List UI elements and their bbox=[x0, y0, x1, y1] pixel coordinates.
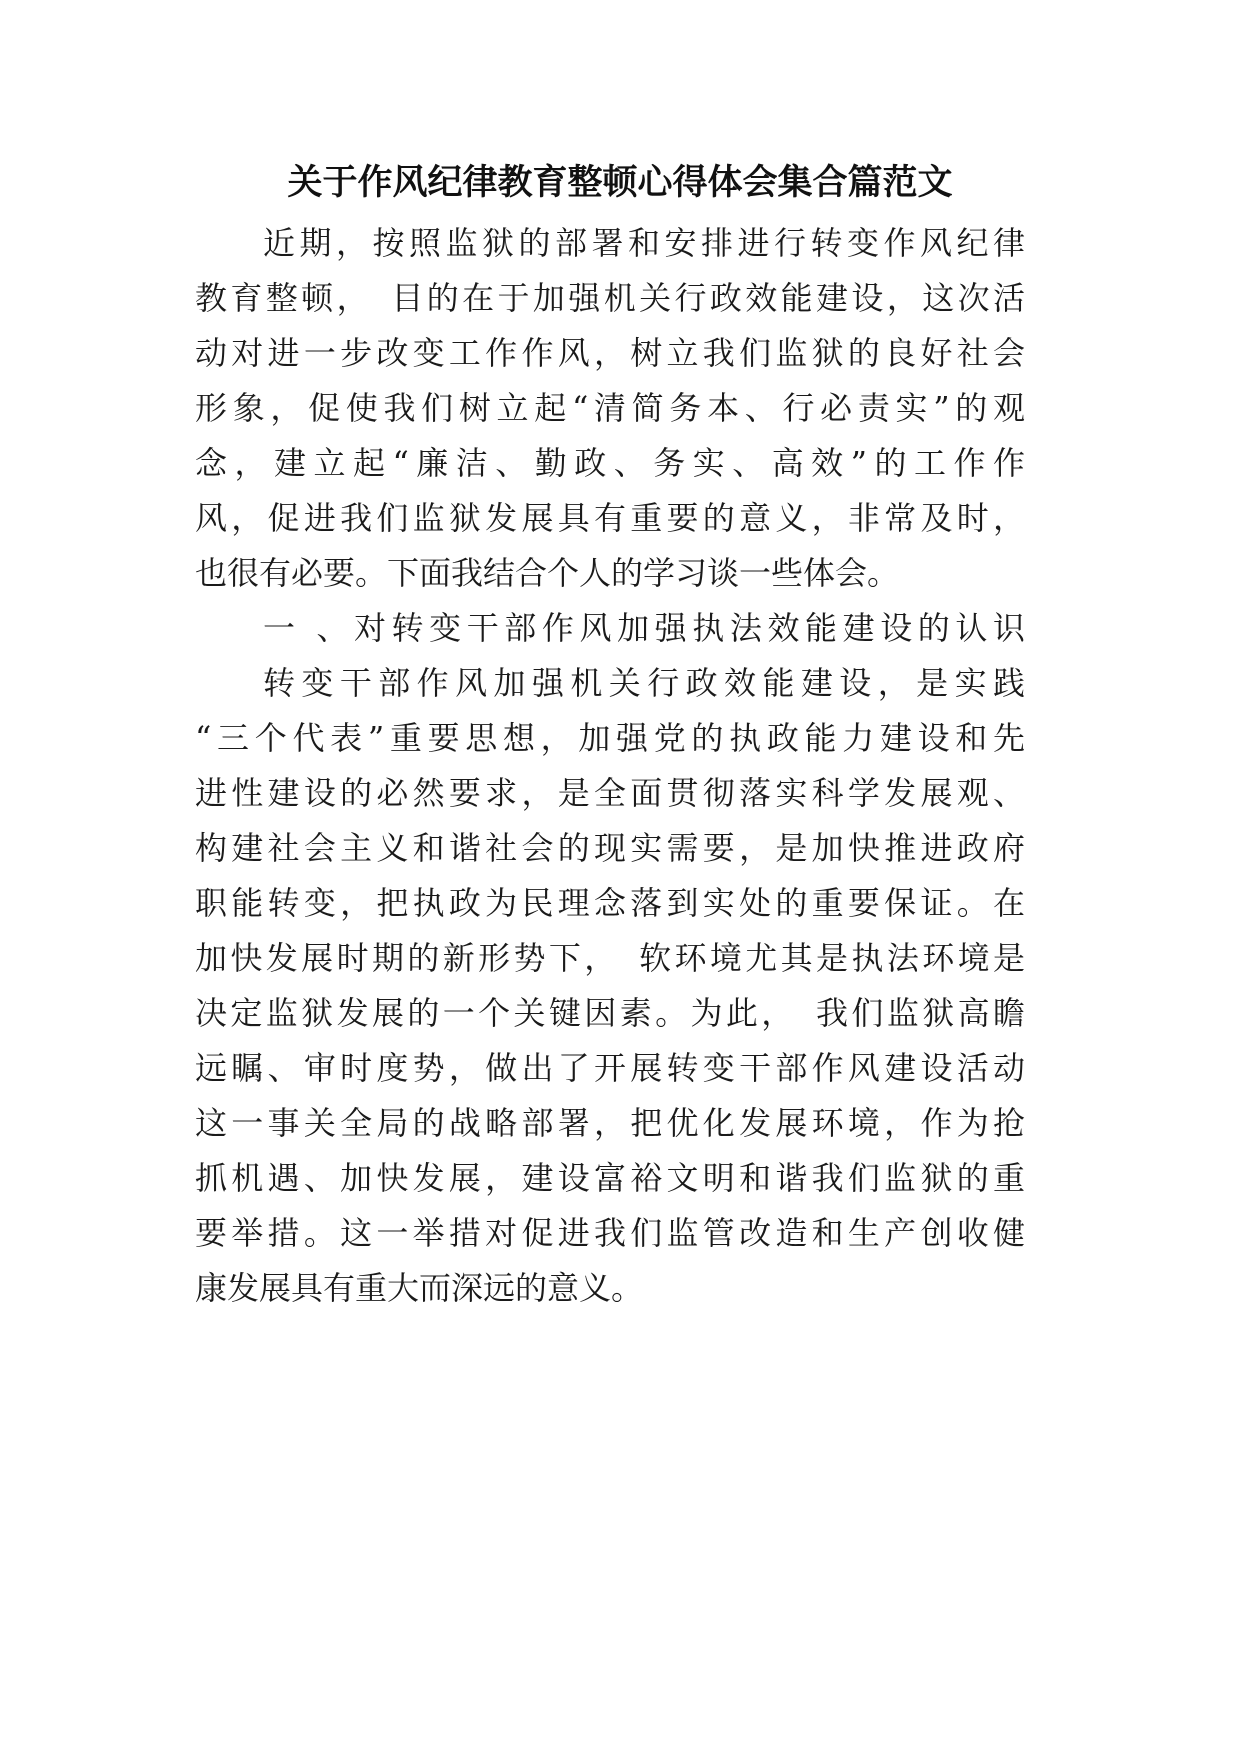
paragraph-2-line-6: 加快发展时期的新形势下， 软环境尤其是执法环境是 bbox=[195, 939, 1025, 977]
paragraph-1-line-1: 近期，按照监狱的部署和安排进行转变作风纪律 bbox=[263, 224, 1025, 262]
paragraph-1-line-3: 动对进一步改变工作作风，树立我们监狱的良好社会 bbox=[195, 334, 1025, 372]
document-title: 关于作风纪律教育整顿心得体会集合篇范文 bbox=[287, 163, 953, 203]
paragraph-2-line-10: 抓机遇、加快发展，建设富裕文明和谐我们监狱的重 bbox=[195, 1159, 1025, 1197]
paragraph-1-line-2: 教育整顿， 目的在于加强机关行政效能建设，这次活 bbox=[195, 279, 1025, 317]
paragraph-2-line-9: 这一事关全局的战略部署，把优化发展环境，作为抢 bbox=[195, 1104, 1025, 1142]
paragraph-2-line-3: 进性建设的必然要求，是全面贯彻落实科学发展观、 bbox=[195, 774, 1025, 812]
paragraph-1-line-6: 风，促进我们监狱发展具有重要的意义，非常及时， bbox=[195, 499, 1025, 537]
paragraph-1-line-4: 形象，促使我们树立起“清简务本、行必责实”的观 bbox=[195, 389, 1025, 427]
paragraph-2-line-12: 康发展具有重大而深远的意义。 bbox=[195, 1269, 644, 1307]
paragraph-1-line-5: 念，建立起“廉洁、勤政、务实、高效”的工作作 bbox=[195, 444, 1025, 482]
paragraph-2-line-8: 远瞩、审时度势，做出了开展转变干部作风建设活动 bbox=[195, 1049, 1025, 1087]
paragraph-2-line-4: 构建社会主义和谐社会的现实需要，是加快推进政府 bbox=[195, 829, 1025, 867]
paragraph-1-line-7: 也很有必要。下面我结合个人的学习谈一些体会。 bbox=[195, 554, 900, 592]
paragraph-2-line-2: “三个代表”重要思想，加强党的执政能力建设和先 bbox=[195, 719, 1025, 757]
paragraph-2-line-5: 职能转变，把执政为民理念落到实处的重要保证。在 bbox=[195, 884, 1025, 922]
paragraph-2-line-1: 转变干部作风加强机关行政效能建设，是实践 bbox=[263, 664, 1025, 702]
paragraph-2-line-7: 决定监狱发展的一个关键因素。为此， 我们监狱高瞻 bbox=[195, 994, 1025, 1032]
section-heading-1: 一 、对转变干部作风加强执法效能建设的认识 bbox=[263, 609, 1025, 647]
paragraph-2-line-11: 要举措。这一举措对促进我们监管改造和生产创收健 bbox=[195, 1214, 1025, 1252]
